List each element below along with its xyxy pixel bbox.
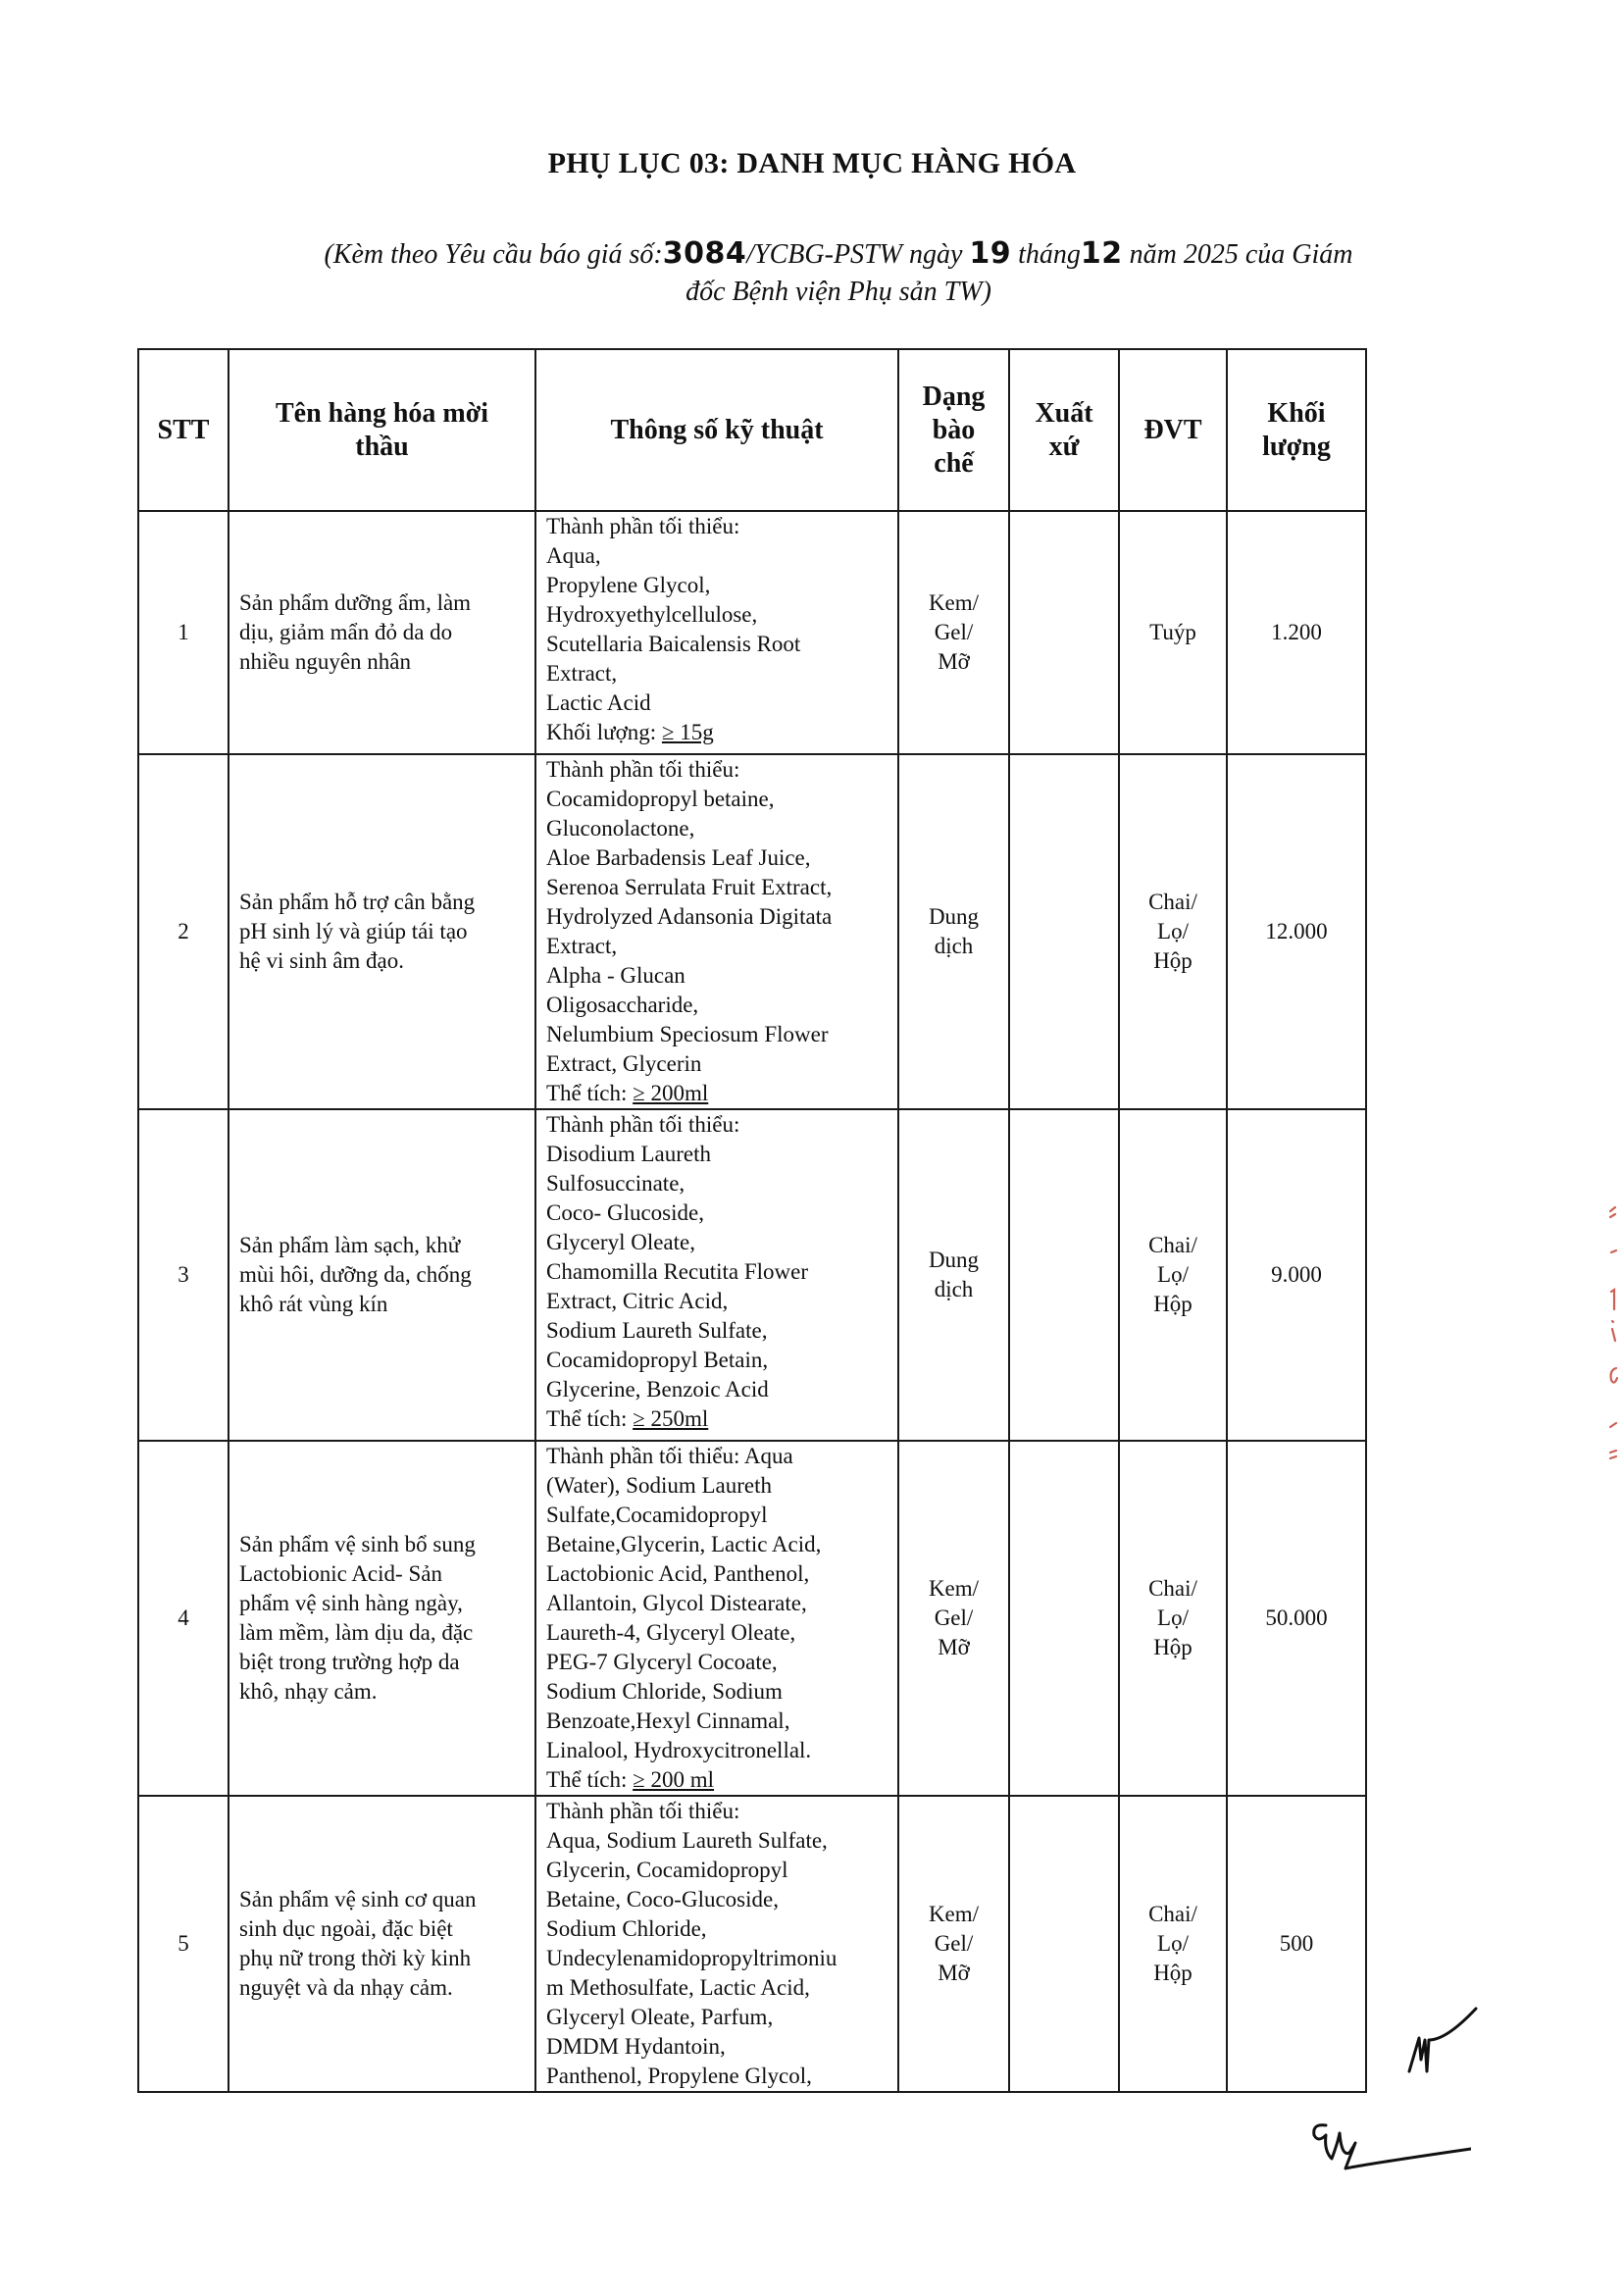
spec-line: Aqua, (546, 543, 601, 568)
cell-specification (535, 754, 898, 1109)
header-spec: Thông số kỹ thuật (535, 349, 898, 511)
spec-limit-label: Thể tích: (546, 1406, 634, 1431)
header-form (898, 349, 1009, 511)
spec-line: Betaine,Glycerin, Lactic Acid, (546, 1532, 822, 1556)
cell-product-name (228, 1109, 535, 1441)
spec-line: DMDM Hydantoin, (546, 2034, 726, 2059)
spec-limit (546, 1765, 893, 1795)
dosage-form-line: Mỡ (938, 1635, 970, 1659)
header-unit: ĐVT (1119, 349, 1227, 511)
subtitle-text-4: năm 2025 của Giám (1122, 239, 1353, 270)
cell-quantity: 12.000 (1227, 754, 1366, 1109)
cell-unit (1119, 754, 1227, 1109)
spec-line: m Methosulfate, Lactic Acid, (546, 1975, 810, 2000)
spec-line: Panthenol, Propylene Glycol, (546, 2064, 812, 2088)
dosage-form-line: Kem/ (928, 1576, 980, 1601)
product-name-line: mùi hôi, dưỡng da, chống (239, 1262, 472, 1287)
spec-line: Allantoin, Glycol Distearate, (546, 1591, 807, 1615)
cell-specification (535, 1796, 898, 2092)
dosage-form-line: Gel/ (934, 1606, 974, 1630)
cell-product-name (228, 511, 535, 754)
cell-unit (1119, 1796, 1227, 2092)
cell-origin (1009, 1441, 1119, 1796)
cell-dosage-form (898, 1109, 1009, 1441)
spec-limit-label: Thể tích: (546, 1081, 634, 1105)
unit-line: Lọ/ (1157, 919, 1189, 943)
header-origin (1009, 349, 1119, 511)
table-row (138, 754, 1366, 1109)
dosage-form-line: Kem/ (928, 1902, 980, 1926)
unit-line: Chai/ (1148, 890, 1197, 914)
table-row (138, 1441, 1366, 1796)
cell-unit (1119, 511, 1227, 754)
product-name-line: Sản phẩm hỗ trợ cân bằng (239, 890, 476, 914)
spec-line: Hydrolyzed Adansonia Digitata (546, 904, 833, 929)
cell-origin (1009, 754, 1119, 1109)
spec-line: Aloe Barbadensis Leaf Juice, (546, 845, 811, 870)
dosage-form-line: Gel/ (934, 1931, 974, 1956)
header-name-line: Tên hàng hóa mời (276, 397, 488, 429)
spec-line: Sodium Chloride, (546, 1916, 707, 1941)
header-origin-line: Xuất (1035, 397, 1093, 429)
cell-specification (535, 1441, 898, 1796)
unit-line: Lọ/ (1157, 1606, 1189, 1630)
product-name-line: sinh dục ngoài, đặc biệt (239, 1916, 453, 1941)
header-form-line: bào (932, 414, 976, 445)
cell-quantity: 9.000 (1227, 1109, 1366, 1441)
unit-line: Lọ/ (1157, 1931, 1189, 1956)
table-row (138, 511, 1366, 754)
unit-line: Hộp (1153, 1292, 1193, 1316)
unit-line: Chai/ (1148, 1233, 1197, 1257)
header-stt: STT (138, 349, 228, 511)
subtitle-line-2: đốc Bệnh viện Phụ sản TW) (685, 277, 991, 307)
spec-limit-value: ≥ 15g (661, 720, 714, 744)
product-name-line: hệ vi sinh âm đạo. (239, 948, 404, 973)
spec-line: Thành phần tối thiểu: (546, 1112, 740, 1137)
spec-line: Sodium Chloride, Sodium (546, 1679, 783, 1704)
product-name-line: nguyệt và da nhạy cảm. (239, 1975, 453, 2000)
spec-line: Lactic Acid (546, 690, 651, 715)
cell-product-name (228, 754, 535, 1109)
spec-line: (Water), Sodium Laureth (546, 1473, 772, 1498)
handwritten-request-number: 3084 (662, 236, 747, 271)
spec-line: Propylene Glycol, (546, 573, 711, 597)
header-qty (1227, 349, 1366, 511)
goods-table (137, 348, 1367, 2093)
cell-specification (535, 511, 898, 754)
product-name-line: Sản phẩm vệ sinh bổ sung (239, 1532, 476, 1556)
product-name-line: phụ nữ trong thời kỳ kinh (239, 1946, 472, 1970)
cell-stt: 2 (138, 754, 228, 1109)
spec-line: Hydroxyethylcellulose, (546, 602, 758, 627)
product-name-line: Sản phẩm dưỡng ẩm, làm (239, 590, 472, 615)
spec-line: Coco- Glucoside, (546, 1200, 704, 1225)
header-name (228, 349, 535, 511)
product-name-line: Sản phẩm làm sạch, khử (239, 1233, 461, 1257)
unit-line: Chai/ (1148, 1576, 1197, 1601)
spec-limit-label: Khối lượng: (546, 720, 662, 744)
spec-line: Extract, (546, 661, 618, 686)
spec-line: Thành phần tối thiểu: Aqua (546, 1444, 793, 1468)
header-name-line: thầu (355, 431, 409, 462)
unit-line: Hộp (1153, 948, 1193, 973)
unit-line: Hộp (1153, 1635, 1193, 1659)
spec-line: Sulfosuccinate, (546, 1171, 685, 1196)
header-origin-line: xứ (1048, 431, 1080, 462)
cell-dosage-form (898, 1796, 1009, 2092)
cell-dosage-form (898, 1441, 1009, 1796)
spec-line: Glycerin, Cocamidopropyl (546, 1858, 788, 1882)
signature-initial-2 (1304, 2114, 1471, 2187)
spec-line: Extract, Glycerin (546, 1051, 702, 1076)
cell-dosage-form (898, 754, 1009, 1109)
unit-line: Chai/ (1148, 1902, 1197, 1926)
dosage-form-line: Dung (928, 904, 980, 929)
spec-line: Sodium Laureth Sulfate, (546, 1318, 768, 1343)
spec-line: Aqua, Sodium Laureth Sulfate, (546, 1828, 828, 1853)
spec-line: Extract, (546, 934, 618, 958)
product-name-line: khô, nhạy cảm. (239, 1679, 378, 1704)
cell-quantity: 1.200 (1227, 511, 1366, 754)
spec-line: Sulfate,Cocamidopropyl (546, 1503, 768, 1527)
spec-line: Thành phần tối thiểu: (546, 514, 740, 538)
dosage-form-line: Mỡ (938, 1961, 970, 1985)
product-name-line: Lactobionic Acid- Sản (239, 1561, 442, 1586)
spec-line: Linalool, Hydroxycitronellal. (546, 1738, 812, 1762)
table-header-row (138, 349, 1366, 511)
cell-quantity: 50.000 (1227, 1441, 1366, 1796)
dosage-form-line: Mỡ (938, 649, 970, 674)
spec-line: Cocamidopropyl Betain, (546, 1348, 769, 1372)
stamp-fragment (1606, 1182, 1624, 1466)
table-row (138, 1109, 1366, 1441)
handwritten-month: 12 (1080, 236, 1123, 271)
spec-line: Thành phần tối thiểu: (546, 1799, 740, 1823)
unit-line: Hộp (1153, 1961, 1193, 1985)
spec-limit (546, 1079, 893, 1108)
spec-limit-label: Thể tích: (546, 1767, 634, 1792)
spec-line: Glyceryl Oleate, (546, 1230, 695, 1254)
cell-stt: 5 (138, 1796, 228, 2092)
header-form-line: Dạng (922, 381, 986, 412)
subtitle-text-1: (Kèm theo Yêu cầu báo giá số: (324, 239, 663, 270)
spec-limit (546, 1404, 893, 1434)
spec-line: Betaine, Coco-Glucoside, (546, 1887, 779, 1912)
spec-line: Alpha - Glucan (546, 963, 685, 988)
cell-specification (535, 1109, 898, 1441)
dosage-form-line: dịch (934, 934, 974, 958)
unit-line: Tuýp (1149, 620, 1196, 644)
document-subtitle (235, 235, 1442, 311)
cell-stt: 1 (138, 511, 228, 754)
spec-line: Cocamidopropyl betaine, (546, 787, 775, 811)
spec-line: Thành phần tối thiểu: (546, 757, 740, 782)
spec-limit-value: ≥ 200ml (633, 1081, 709, 1105)
signature-initial-1 (1397, 2001, 1491, 2079)
product-name-line: khô rát vùng kín (239, 1292, 388, 1316)
product-name-line: Sản phẩm vệ sinh cơ quan (239, 1887, 477, 1912)
spec-line: Extract, Citric Acid, (546, 1289, 729, 1313)
handwritten-day: 19 (969, 236, 1012, 271)
table-row (138, 1796, 1366, 2092)
spec-line: Gluconolactone, (546, 816, 695, 841)
product-name-line: biệt trong trường hợp da (239, 1650, 460, 1674)
cell-origin (1009, 1109, 1119, 1441)
cell-product-name (228, 1441, 535, 1796)
spec-line: Scutellaria Baicalensis Root (546, 632, 801, 656)
spec-limit-value: ≥ 250ml (633, 1406, 709, 1431)
subtitle-text-3: tháng (1011, 239, 1081, 270)
product-name-line: làm mềm, làm dịu da, đặc (239, 1620, 474, 1645)
header-form-line: chế (934, 447, 974, 479)
spec-line: Benzoate,Hexyl Cinnamal, (546, 1708, 790, 1733)
cell-dosage-form (898, 511, 1009, 754)
unit-line: Lọ/ (1157, 1262, 1189, 1287)
cell-stt: 3 (138, 1109, 228, 1441)
spec-line: PEG-7 Glyceryl Cocoate, (546, 1650, 778, 1674)
spec-line: Glyceryl Oleate, Parfum, (546, 2005, 774, 2029)
spec-line: Disodium Laureth (546, 1142, 711, 1166)
dosage-form-line: Gel/ (934, 620, 974, 644)
product-name-line: pH sinh lý và giúp tái tạo (239, 919, 468, 943)
spec-line: Lactobionic Acid, Panthenol, (546, 1561, 810, 1586)
cell-unit (1119, 1441, 1227, 1796)
product-name-line: dịu, giảm mẩn đỏ da do (239, 620, 453, 644)
cell-unit (1119, 1109, 1227, 1441)
header-qty-line: Khối (1267, 397, 1326, 429)
dosage-form-line: Dung (928, 1248, 980, 1272)
spec-limit (546, 718, 893, 747)
cell-origin (1009, 1796, 1119, 2092)
product-name-line: nhiều nguyên nhân (239, 649, 412, 674)
cell-stt: 4 (138, 1441, 228, 1796)
spec-line: Undecylenamidopropyltrimoniu (546, 1946, 837, 1970)
spec-line: Nelumbium Speciosum Flower (546, 1022, 829, 1046)
cell-product-name (228, 1796, 535, 2092)
dosage-form-line: Kem/ (928, 590, 980, 615)
spec-line: Serenoa Serrulata Fruit Extract, (546, 875, 833, 899)
cell-origin (1009, 511, 1119, 754)
spec-line: Glycerine, Benzoic Acid (546, 1377, 769, 1402)
cell-quantity: 500 (1227, 1796, 1366, 2092)
spec-line: Laureth-4, Glyceryl Oleate, (546, 1620, 796, 1645)
subtitle-text-2: /YCBG-PSTW ngày (746, 239, 970, 270)
document-title: PHỤ LỤC 03: DANH MỤC HÀNG HÓA (547, 147, 1077, 179)
spec-limit-value: ≥ 200 ml (633, 1767, 715, 1792)
spec-line: Chamomilla Recutita Flower (546, 1259, 809, 1284)
dosage-form-line: dịch (934, 1277, 974, 1301)
header-qty-line: lượng (1262, 431, 1331, 462)
product-name-line: phẩm vệ sinh hàng ngày, (239, 1591, 463, 1615)
spec-line: Oligosaccharide, (546, 993, 699, 1017)
